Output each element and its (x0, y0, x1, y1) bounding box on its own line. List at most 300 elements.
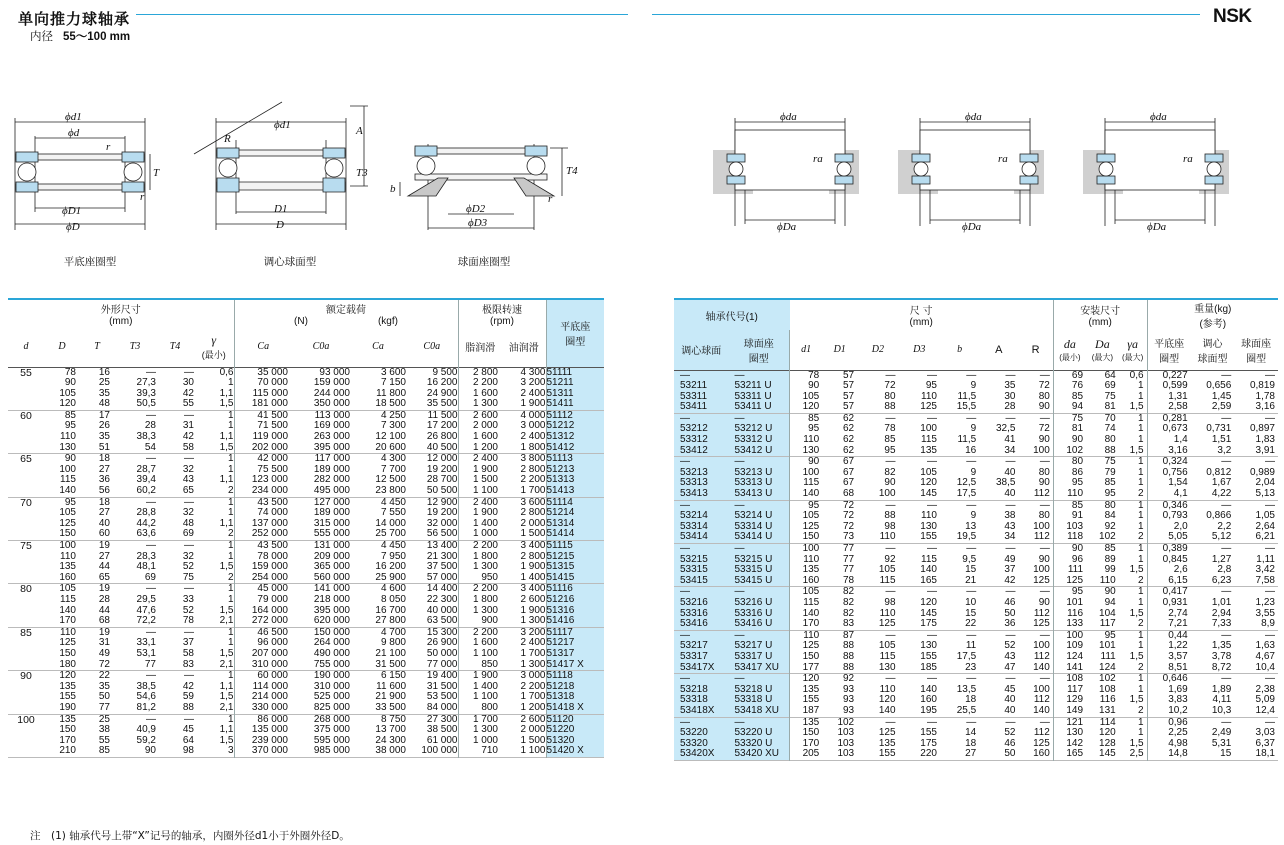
right-cell-value: — (885, 499, 896, 511)
bore-d-cell: 85 (20, 626, 32, 639)
right-cell-value: 40 (1004, 466, 1016, 478)
left-cell-value: 1 (227, 550, 234, 562)
left-cell-value: 1 100 (520, 745, 546, 757)
left-cell-value: 9 800 (380, 637, 406, 649)
right-table-cell (979, 544, 1018, 587)
left-table-cell (350, 497, 406, 540)
right-cell-value: 2,38 (1255, 683, 1275, 695)
right-cell-value: 135 (802, 683, 820, 695)
left-cell-value: 239 000 (251, 734, 288, 746)
right-cell-value: 2 (1138, 704, 1144, 716)
right-cell-value: 6,15 (1168, 574, 1188, 586)
right-table-cell (1119, 457, 1147, 500)
left-table-cell (502, 410, 546, 453)
right-cell-value: 75 (1071, 412, 1084, 424)
left-cell-value: 71 500 (257, 420, 288, 432)
right-table-cell (1053, 370, 1086, 413)
right-table-cell (729, 500, 790, 543)
right-cell-value: 23 (965, 661, 977, 673)
left-table-group (8, 541, 604, 584)
right-cell-value: 2,94 (1211, 607, 1232, 619)
right-cell-value: 3,2 (1217, 444, 1232, 456)
left-cell-value: 1 800 (520, 441, 546, 453)
right-cell-value: 9,5 (962, 553, 977, 565)
col-gamma: γ (最小) (194, 327, 234, 367)
right-cell-value: — (926, 369, 937, 381)
right-cell-value: 110 (803, 629, 820, 641)
left-cell-value: 1 500 (520, 734, 546, 746)
right-cell-value: — (1221, 412, 1232, 424)
right-cell-value: 112 (1033, 650, 1050, 662)
col-A: A (995, 343, 1003, 356)
right-table-cell (674, 370, 729, 413)
left-table-cell (194, 584, 234, 627)
left-cell-value: 985 000 (313, 745, 350, 757)
left-cell-value: 375 000 (313, 724, 350, 736)
right-cell-value: 140 (1033, 704, 1050, 716)
left-cell-value: 90 (64, 377, 76, 389)
right-cell-value: 90 (808, 456, 820, 468)
left-table-cell (406, 410, 458, 453)
right-table-cell (822, 370, 857, 413)
right-cell-value: — (926, 586, 937, 598)
right-cell-value: 102 (1099, 673, 1116, 685)
right-table-cell (857, 457, 898, 500)
fig2-A-label: A (356, 125, 363, 137)
right-cell-value: 1 (1138, 683, 1144, 695)
left-table-group (8, 410, 604, 453)
fig1-T-label: T (153, 167, 160, 179)
left-cell-value: 12 000 (426, 453, 458, 465)
nsk-logo: NSK (1213, 6, 1252, 27)
right-cell-value: 177 (802, 661, 820, 673)
right-table-cell (674, 587, 729, 630)
right-cell-value: — (1039, 716, 1050, 728)
right-cell-value: 88 (884, 510, 896, 522)
right-cell-value: 90 (808, 380, 820, 392)
left-cell-value: 77 000 (426, 658, 458, 670)
left-cell-value: 169 000 (313, 420, 350, 432)
right-cell-value: 95 (884, 444, 896, 456)
left-cell-value: 1 400 (520, 571, 546, 583)
right-cell-value: 0,346 (1162, 499, 1188, 511)
right-cell-value: 90 (1104, 586, 1116, 598)
right-cell-value: 4,98 (1168, 737, 1188, 749)
left-table-cell (350, 454, 406, 497)
right-cell-value: 141 (1066, 661, 1084, 673)
left-table-cell (546, 627, 604, 670)
left-table-cell (502, 714, 546, 757)
right-cell-value: 53318 (680, 694, 708, 706)
left-table-cell (114, 497, 156, 540)
right-cell-value: — (1221, 499, 1232, 511)
right-table-cell (674, 630, 729, 673)
right-cell-value: 1,69 (1168, 683, 1188, 695)
right-cell-value: 142 (1066, 737, 1084, 749)
right-cell-value: 1 (1138, 390, 1144, 402)
right-cell-value: 85 (1071, 390, 1084, 402)
right-cell-value: 1 (1138, 499, 1144, 511)
left-cell-value: 75 500 (257, 463, 288, 475)
right-cell-value: 19,5 (956, 531, 977, 543)
right-cell-value: 40 (1004, 488, 1016, 500)
left-cell-value: 160 (59, 571, 76, 583)
right-cell-value: 109 (1066, 640, 1084, 652)
col-w1: 平底座 圈型 (1154, 338, 1185, 365)
left-table-cell (502, 584, 546, 627)
fig2-D1-label: D1 (274, 203, 288, 215)
right-cell-value: 53218 U (734, 683, 773, 695)
right-cell-value: 125 (802, 640, 820, 652)
left-cell-value: 202 000 (251, 441, 288, 453)
left-cell-value: 38 500 (426, 724, 458, 736)
left-cell-value: 21 100 (375, 647, 406, 659)
right-cell-value: 220 (920, 748, 937, 760)
left-cell-value: 115 000 (252, 387, 288, 399)
right-cell-value: 112 (1033, 607, 1050, 619)
left-table-group (8, 367, 604, 410)
right-table-cell (729, 370, 790, 413)
left-cell-value: 4 300 (520, 366, 546, 378)
right-cell-value: 92 (843, 673, 855, 685)
left-cell-value: 4 450 (380, 496, 406, 508)
right-cell-value: 53213 U (734, 466, 773, 478)
right-cell-value: 5,09 (1255, 694, 1275, 706)
right-cell-value: 50 (1004, 748, 1016, 760)
left-cell-value: 32 (182, 463, 194, 475)
right-cell-value: 53417X (680, 661, 715, 673)
right-cell-value: 103 (837, 727, 855, 739)
right-cell-value: 1,5 (1129, 444, 1144, 456)
right-cell-value: 100 (802, 466, 820, 478)
left-cell-value: 18 (98, 453, 110, 465)
right-cell-value: 88 (843, 640, 855, 652)
left-cell-value: 98 (182, 745, 194, 757)
left-cell-value: 51111 (546, 366, 573, 378)
right-cell-value: 117 (1067, 683, 1084, 695)
right-cell-value: 100 (1033, 640, 1050, 652)
right-table-cell (1086, 457, 1119, 500)
left-cell-value: 395 000 (313, 604, 350, 616)
left-cell-value: — (184, 670, 194, 682)
left-cell-value: 38,3 (136, 431, 156, 443)
right-cell-value: 1 (1138, 423, 1144, 435)
col-w2: 调心 球面型 (1197, 338, 1228, 365)
right-table-cell (1147, 457, 1191, 500)
left-table-cell (546, 367, 604, 410)
right-table-cell (1147, 717, 1191, 760)
left-cell-value: 3 800 (520, 453, 546, 465)
right-cell-value: 2,64 (1255, 520, 1275, 532)
right-table-cell (899, 587, 940, 630)
right-cell-value: 115 (921, 434, 937, 446)
left-cell-value: — (184, 583, 194, 595)
right-cell-value: 62 (843, 412, 855, 424)
fig3-b-label: b (390, 183, 396, 195)
right-cell-value: 74 (1104, 423, 1116, 435)
right-cell-value: 53215 U (734, 553, 773, 565)
left-cell-value: 1,5 (219, 691, 234, 703)
right-cell-value: 81 (1071, 423, 1084, 435)
left-table-cell (44, 454, 80, 497)
right-table-cell (1086, 413, 1119, 456)
right-cell-value: — (885, 629, 896, 641)
left-cell-value: 48,1 (136, 561, 156, 573)
left-cell-value: 50 000 (426, 647, 458, 659)
right-cell-value: 0,673 (1162, 423, 1188, 435)
col-C0a-N: C0a (312, 341, 330, 353)
left-cell-value: 3 600 (520, 496, 546, 508)
right-cell-value: 124 (1099, 661, 1116, 673)
left-cell-value: 85 (64, 409, 76, 421)
right-cell-value: 91 (1071, 510, 1084, 522)
left-cell-value: 21 300 (426, 550, 458, 562)
right-cell-value: 155 (920, 727, 937, 739)
col-sph: 调心球面 (674, 330, 729, 370)
left-cell-value: 2 600 (520, 593, 546, 605)
right-cell-value: 38,5 (995, 477, 1016, 489)
left-cell-value: 110 (60, 626, 76, 638)
right-cell-value: 1,67 (1211, 477, 1232, 489)
left-cell-value: 7 300 (380, 420, 406, 432)
right-cell-value: 0,656 (1206, 380, 1232, 392)
left-cell-value: 1 (227, 637, 234, 649)
right-cell-value: — (734, 673, 745, 685)
right-cell-value: 135 (802, 716, 820, 728)
right-cell-value: — (885, 456, 896, 468)
left-cell-value: 51412 (546, 441, 575, 453)
right-cell-value: 1,23 (1255, 596, 1275, 608)
right-cell-value: 1,5 (1129, 737, 1144, 749)
right-cell-value: — (885, 412, 896, 424)
right-cell-value: 114 (1099, 716, 1116, 728)
right-cell-value: 130 (878, 661, 896, 673)
left-cell-value: 315 000 (313, 517, 350, 529)
right-cell-value: 64 (1104, 369, 1116, 381)
left-cell-value: 4 700 (380, 626, 406, 638)
left-cell-value: 6 150 (380, 670, 406, 682)
left-cell-value: 65 (182, 485, 194, 497)
left-cell-value: 1,5 (219, 734, 234, 746)
right-table-cell (674, 717, 729, 760)
right-table-cell (729, 717, 790, 760)
left-cell-value: 1 000 (472, 734, 498, 746)
right-cell-value: — (1221, 369, 1232, 381)
right-cell-value: 82 (884, 466, 896, 478)
right-cell-value: 88 (884, 401, 896, 413)
col-oil: 油润滑 (502, 327, 546, 367)
right-table-cell (729, 457, 790, 500)
right-table-cell (1119, 717, 1147, 760)
mount2-da-label: ϕda (965, 111, 982, 123)
right-cell-value: 80 (1038, 390, 1050, 402)
right-cell-value: 110 (1099, 574, 1116, 586)
right-cell-value: — (926, 412, 937, 424)
right-cell-value: 120 (878, 694, 896, 706)
left-cell-value: — (184, 496, 194, 508)
left-cell-value: 28,3 (136, 550, 156, 562)
left-cell-value: 38,5 (136, 680, 156, 692)
right-cell-value: 160 (802, 574, 820, 586)
left-cell-value: 63 500 (426, 615, 458, 627)
left-cell-value: 2 200 (520, 680, 546, 692)
right-cell-value: 0,646 (1162, 673, 1188, 685)
right-cell-value: 110 (879, 683, 896, 695)
left-cell-value: — (146, 583, 156, 595)
left-table-cell (350, 714, 406, 757)
right-cell-value: 9 (970, 466, 977, 478)
left-cell-value: 68 (98, 615, 110, 627)
right-cell-value: 175 (920, 737, 937, 749)
right-cell-value: 150 (802, 727, 820, 739)
left-table-cell (502, 671, 546, 714)
right-cell-value: 9 (970, 423, 977, 435)
right-cell-value: 2,0 (1173, 520, 1188, 532)
left-cell-value: 51 (98, 441, 110, 453)
left-cell-value: 263 000 (313, 431, 350, 443)
right-cell-value: 53314 U (734, 520, 773, 532)
left-cell-value: 77 (144, 658, 156, 670)
right-cell-value: — (885, 369, 896, 381)
left-cell-value: 46 500 (257, 626, 288, 638)
right-table-group (674, 457, 1278, 500)
left-cell-value: 70 000 (257, 377, 288, 389)
right-cell-value: — (966, 499, 977, 511)
left-cell-value: 49 (98, 647, 110, 659)
left-cell-value: 16 700 (375, 604, 406, 616)
right-cell-value: 8,72 (1211, 661, 1232, 673)
right-cell-value: 14,8 (1168, 748, 1188, 760)
right-cell-value: — (680, 629, 690, 641)
left-cell-value: 3 600 (380, 366, 406, 378)
left-cell-value: 44 (98, 561, 110, 573)
left-table-cell (156, 671, 194, 714)
left-table-cell (44, 497, 80, 540)
left-cell-value: 1 (227, 593, 234, 605)
right-cell-value: — (966, 369, 977, 381)
left-cell-value: 555 000 (313, 528, 350, 540)
left-cell-value: 123 000 (251, 474, 288, 486)
right-cell-value: 95 (1104, 488, 1116, 500)
left-cell-value: 3 200 (520, 377, 546, 389)
right-cell-value: 11,5 (957, 390, 977, 402)
right-cell-value: 53215 (680, 553, 708, 565)
right-cell-value: 1,22 (1168, 640, 1188, 652)
right-cell-value: — (1265, 673, 1275, 685)
right-cell-value: 90 (1038, 596, 1050, 608)
caption-aligning: 调心球面型 (263, 256, 317, 268)
left-cell-value: 2 000 (520, 724, 546, 736)
left-cell-value: 12 500 (375, 474, 406, 486)
right-table-cell (1053, 413, 1086, 456)
left-cell-value: 42 000 (257, 453, 288, 465)
right-cell-value: 116 (1099, 694, 1116, 706)
left-cell-value: 72 (98, 658, 110, 670)
left-cell-value: 65 (98, 571, 110, 583)
right-table-cell (729, 544, 790, 587)
spherical-seat-diagram (388, 130, 588, 240)
right-cell-value: 77 (843, 564, 855, 576)
left-cell-value: 620 000 (313, 615, 350, 627)
left-cell-value: 54 (144, 441, 156, 453)
right-table-cell (1053, 587, 1086, 630)
right-cell-value: 10,2 (1168, 704, 1188, 716)
right-table-cell (1119, 674, 1147, 717)
left-cell-value: 1 (227, 583, 234, 595)
right-cell-value: 90 (1038, 401, 1050, 413)
left-cell-value: 2 200 (472, 540, 498, 551)
right-table-cell (790, 500, 823, 543)
left-cell-value: 40 (98, 517, 110, 529)
left-cell-value: 2 (227, 571, 234, 583)
col-R: R (1018, 330, 1053, 370)
left-table-cell (502, 497, 546, 540)
right-cell-value: 5,05 (1168, 531, 1188, 543)
right-cell-value: 4,22 (1211, 488, 1232, 500)
right-cell-value: 205 (802, 748, 820, 760)
right-cell-value: 110 (1067, 488, 1084, 500)
left-cell-value: 1,1 (219, 431, 234, 443)
right-cell-value: 115 (879, 574, 896, 586)
left-table-cell (234, 410, 292, 453)
right-cell-value: 1,5 (1129, 564, 1144, 576)
right-cell-value: 86 (1071, 466, 1084, 478)
left-cell-value: 1 600 (472, 387, 498, 399)
col-w3: 球面座 圈型 (1241, 338, 1272, 365)
right-cell-value: 47 (1004, 661, 1016, 673)
right-cell-value: 105 (920, 466, 937, 478)
right-cell-value: 52 (1004, 727, 1016, 739)
left-cell-value: 51317 (546, 647, 575, 659)
right-cell-value: 125 (1066, 574, 1084, 586)
right-cell-value: 1 (1138, 466, 1144, 478)
right-table-cell (1018, 413, 1053, 456)
right-cell-value: 111 (1067, 564, 1084, 576)
left-table-cell (546, 454, 604, 497)
right-cell-value: 0,756 (1162, 466, 1188, 478)
left-cell-value: 51211 (546, 377, 574, 389)
right-cell-value: 115 (803, 596, 820, 608)
left-cell-value: 86 000 (257, 713, 288, 725)
right-table-cell (1234, 457, 1278, 500)
left-cell-value: 1 800 (472, 593, 498, 605)
right-table-cell (822, 544, 857, 587)
left-cell-value: — (184, 366, 194, 378)
right-cell-value: 72 (884, 380, 896, 392)
right-cell-value: 100 (1066, 629, 1084, 641)
right-cell-value: 150 (802, 531, 820, 543)
right-cell-value: 145 (920, 607, 937, 619)
left-cell-value: 1,5 (219, 561, 234, 573)
right-cell-value: — (680, 673, 690, 685)
left-table-cell (114, 627, 156, 670)
right-cell-value: 82 (843, 586, 855, 598)
right-cell-value: 101 (1099, 640, 1116, 652)
left-cell-value: 135 000 (251, 724, 288, 736)
left-cell-value: 77 (98, 701, 110, 713)
left-hdr-flat: 平底座 圈型 (546, 299, 604, 367)
left-cell-value: 75 (182, 571, 194, 583)
right-cell-value: 187 (802, 704, 820, 716)
right-cell-value: 125 (920, 401, 937, 413)
right-cell-value: — (1039, 499, 1050, 511)
left-cell-value: 3 400 (520, 540, 546, 551)
right-cell-value: 34 (1004, 444, 1016, 456)
right-cell-value: 2,25 (1168, 727, 1188, 739)
left-cell-value: 27 (98, 507, 110, 519)
left-table-cell (350, 584, 406, 627)
right-cell-value: 140 (802, 488, 820, 500)
